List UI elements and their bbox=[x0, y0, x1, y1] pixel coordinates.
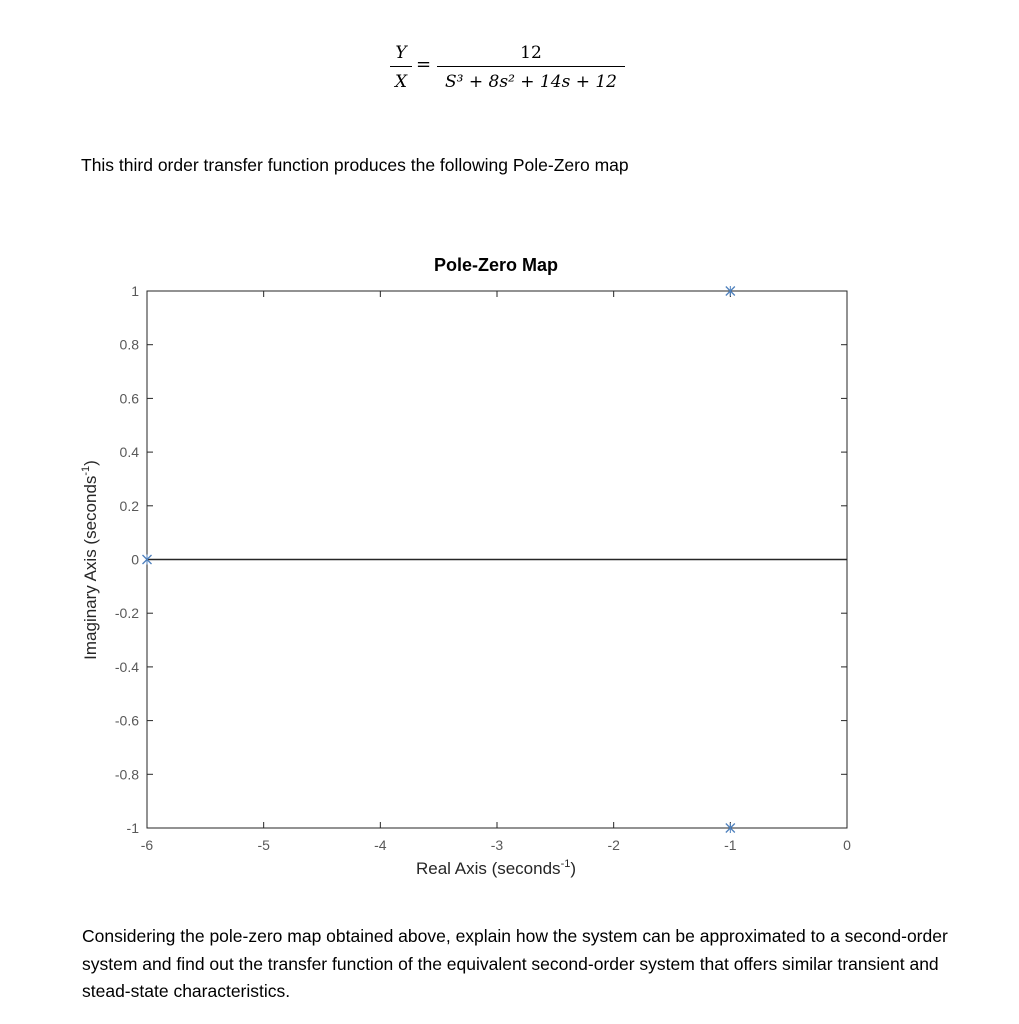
y-tick-label: 1 bbox=[131, 283, 139, 299]
x-tick-label: -5 bbox=[257, 837, 270, 853]
x-tick-label: -1 bbox=[724, 837, 737, 853]
y-tick-label: 0.8 bbox=[119, 336, 139, 353]
x-tick-label: -4 bbox=[374, 837, 387, 853]
y-tick-label: 0 bbox=[131, 551, 139, 568]
lhs-fraction bbox=[390, 42, 412, 93]
transfer-function-equation bbox=[380, 40, 640, 100]
y-axis-label-text: Imaginary Axis (seconds bbox=[81, 475, 100, 660]
x-axis-label-text: Real Axis (seconds bbox=[415, 859, 561, 878]
x-tick-label: -6 bbox=[140, 837, 154, 853]
y-tick-label: 0.6 bbox=[119, 390, 139, 407]
y-tick-label: 0.2 bbox=[119, 497, 139, 514]
rhs-numerator: 12 bbox=[520, 43, 542, 63]
y-tick-label: -1 bbox=[126, 820, 139, 836]
y-tick-label: 0.4 bbox=[119, 444, 139, 461]
rhs-denominator: S³ + 8s² + 14s + 12 bbox=[445, 72, 617, 92]
rhs-fraction-bar bbox=[437, 66, 625, 67]
x-axis-label-close: ) bbox=[570, 859, 577, 878]
y-tick-label: -0.4 bbox=[114, 658, 139, 675]
y-tick-labels bbox=[115, 283, 139, 836]
pole-zero-map-chart bbox=[0, 240, 1019, 900]
y-axis-label-exponent: -1 bbox=[80, 465, 92, 476]
y-tick-label: -0.8 bbox=[114, 766, 139, 783]
question-paragraph: Considering the pole-zero map obtained above, explain how the system can be approximated to a second-order system and find out the transfer function of the equivalent second-order system that offers similar transient and stead-state characteristics. bbox=[82, 926, 948, 1001]
equals-sign: = bbox=[416, 54, 432, 75]
x-tick-labels bbox=[141, 837, 851, 853]
intro-paragraph: This third order transfer function produces the following Pole-Zero map bbox=[81, 155, 629, 175]
x-axis-label-exponent: -1 bbox=[560, 858, 571, 870]
lhs-fraction-bar bbox=[390, 66, 412, 67]
x-tick-label: 0 bbox=[843, 837, 851, 853]
x-tick-label: -2 bbox=[607, 837, 620, 853]
rhs-fraction bbox=[437, 42, 625, 93]
y-axis-label-close: ) bbox=[81, 460, 100, 466]
x-tick-label: -3 bbox=[490, 837, 504, 853]
y-axis-label bbox=[80, 460, 100, 660]
y-tick-label: -0.6 bbox=[114, 712, 139, 729]
lhs-denominator: X bbox=[394, 72, 408, 92]
chart-title: Pole-Zero Map bbox=[433, 255, 559, 275]
lhs-numerator: Y bbox=[395, 43, 407, 63]
x-axis-label bbox=[416, 858, 576, 878]
y-tick-label: -0.2 bbox=[114, 605, 139, 622]
